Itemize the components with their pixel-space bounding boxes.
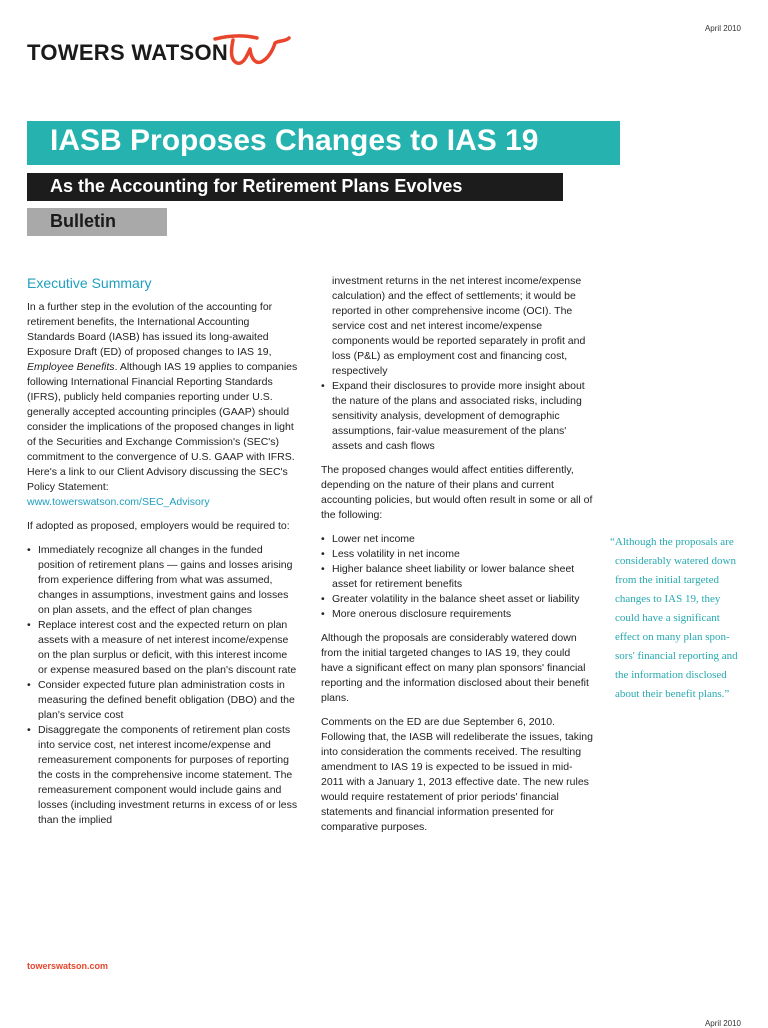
list-item: • Lower net income <box>321 532 593 547</box>
list-item: • More onerous disclosure requirements <box>321 607 593 622</box>
doc-type-label: Bulletin <box>50 211 116 231</box>
list-item: • Immediately recognize all changes in the funded position of retirement plans — gains and losses arising from experience differing from what was assumed, changes in assumptions, investment gains and losses on plan assets, and the effect of plan changes <box>27 543 299 618</box>
list-item: • Expand their disclosures to provide more insight about the nature of the plans and associated risks, including sensitivity analysis, development of demographic assumptions, fair-value measurement of the plans' assets and cash flows <box>321 379 593 454</box>
intro-text-b: . Although IAS 19 applies to companies following International Financial Reporting Standards (IFRS), publicly held companies reporting under U.S. generally accepted accounting principles (GAAP) should consider the implications of the proposed changes in light of the Securities and Exchange Commission's (SEC's) commitment to the convergence of U.S. GAAP with IFRS. Here's a link to our Client Advisory discussing the SEC's Policy Statement: <box>27 361 298 493</box>
bullet-continuation: investment returns in the net interest income/expense calculation) and the effect of settlements; it would be reported in other comprehensive income (OCI). The service cost and net interest income/expense components would be reported separately in profit and loss (P&L) as employment cost and financing cost, respectively <box>332 275 586 377</box>
affect-paragraph: The proposed changes would affect entities differently, depending on the nature of their plans and current accounting policies, but would often result in some or all of the following: <box>321 464 593 521</box>
pull-quote-line: from the initial targeted <box>615 574 719 586</box>
document-subtitle: As the Accounting for Retirement Plans Evolves <box>50 176 463 196</box>
pull-quote-line: about their benefit plans.” <box>615 688 730 700</box>
section-title-executive-summary: Executive Summary <box>27 275 152 291</box>
intro-text-italic: Employee Benefits <box>27 361 115 373</box>
footer-website-link[interactable]: towerswatson.com <box>27 961 109 971</box>
requirements-list-continued <box>321 379 593 454</box>
adopted-paragraph: If adopted as proposed, employers would be required to: <box>27 520 290 532</box>
header-date: April 2010 <box>704 24 741 33</box>
column-left <box>27 300 299 837</box>
client-advisory-link[interactable]: www.towerswatson.com/SEC_Advisory <box>27 496 210 508</box>
pull-quote <box>610 533 745 704</box>
footer-date: April 2010 <box>704 1019 741 1028</box>
column-middle <box>321 274 593 844</box>
pull-quote-line: considerably watered down <box>615 555 736 567</box>
pull-quote-line: the information disclosed <box>615 669 727 681</box>
intro-text-a: In a further step in the evolution of the accounting for retirement benefits, the International Accounting Standards Board (IASB) has issued its long-awaited Exposure Draft (ED) of proposed changes to IAS 19, <box>27 301 273 358</box>
pull-quote-line: effect on many plan spon- <box>615 631 730 643</box>
list-item: • Higher balance sheet liability or lower balance sheet asset for retirement benefits <box>321 562 593 592</box>
pull-quote-line: “Although the proposals are <box>610 536 734 548</box>
effects-list <box>321 532 593 622</box>
pull-quote-line: sors' financial reporting and <box>615 650 738 662</box>
although-paragraph: Although the proposals are considerably watered down from the initial targeted changes to IAS 19, they could have a significant effect on many plan sponsors' financial reporting and the information disclosed about their benefit plans. <box>321 632 589 704</box>
company-logo-icon <box>213 34 301 70</box>
comments-paragraph: Comments on the ED are due September 6, 2010. Following that, the IASB will redeliberate the issues, taking into consideration the comments received. The resulting amendment to IAS 19 is expected to be issued in mid-2011 with a January 1, 2013 effective date. The new rules would require restatement of prior periods' financial statements and financial information presented for comparative purposes. <box>321 716 593 833</box>
list-item: • Replace interest cost and the expected return on plan assets with a measure of net interest income/expense on the plan surplus or deficit, with this interest income or expense measured based on the plan's discount rate <box>27 618 299 678</box>
requirements-list <box>27 543 299 828</box>
list-item: • Consider expected future plan administration costs in measuring the defined benefit obligation (DBO) and the plan's service cost <box>27 678 299 723</box>
pull-quote-line: could have a significant <box>615 612 720 624</box>
intro-paragraph <box>27 300 299 510</box>
document-title: IASB Proposes Changes to IAS 19 <box>50 124 539 157</box>
pull-quote-line: changes to IAS 19, they <box>615 593 721 605</box>
company-logo-text: TOWERS WATSON <box>27 40 229 65</box>
list-item: • Disaggregate the components of retirement plan costs into service cost, net interest income/expense and remeasurement components for purposes of reporting the costs in the comprehensive income statement. The remeasurement component would include gains and losses (including investment returns in excess of or less than the implied <box>27 723 299 828</box>
list-item: • Less volatility in net income <box>321 547 593 562</box>
list-item: • Greater volatility in the balance sheet asset or liability <box>321 592 593 607</box>
